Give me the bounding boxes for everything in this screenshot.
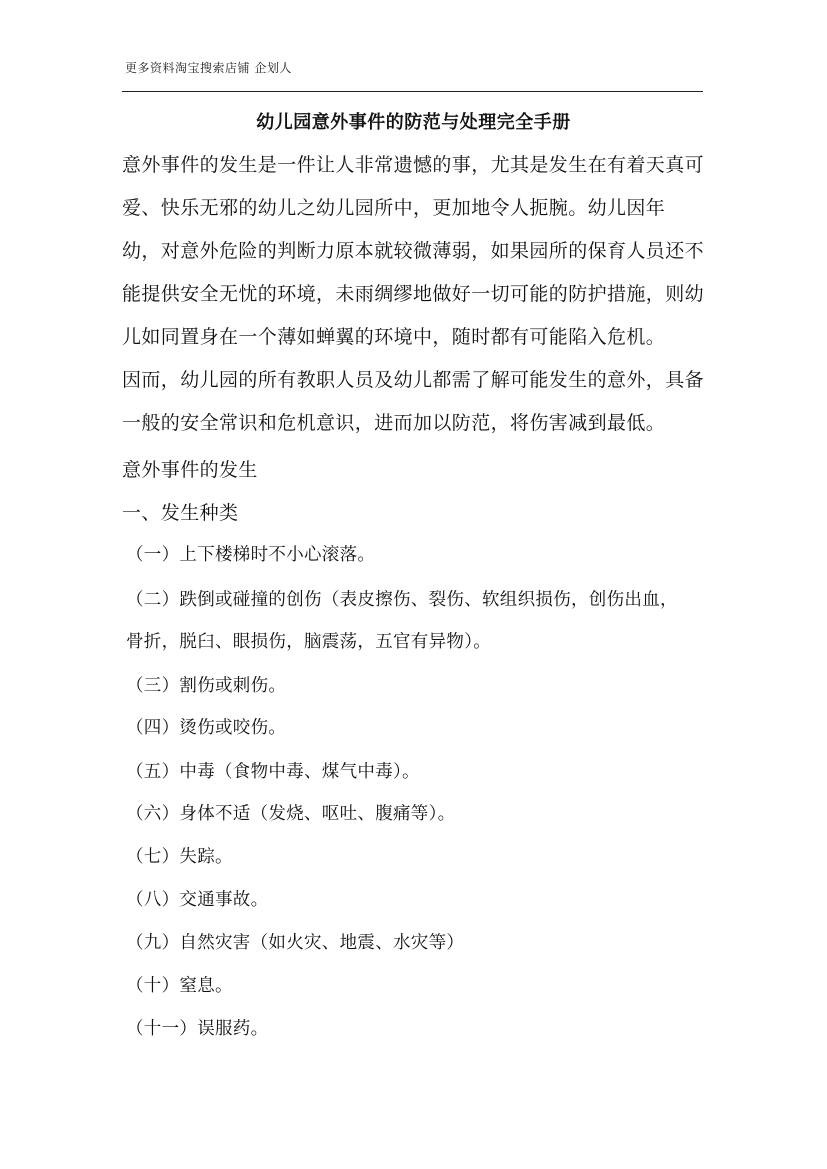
page-header: 更多资料淘宝搜索店铺 企划人 [125,61,292,75]
list-item: （九）自然灾害（如火灾、地震、水灾等） [126,933,465,953]
intro-line: 因而，幼儿园的所有教职人员及幼儿都需了解可能发生的意外，具备 [122,369,705,391]
list-item: （十）窒息。 [126,976,233,996]
list-item: （五）中毒（食物中毒、煤气中毒）。 [126,762,420,782]
list-item: （八）交通事故。 [126,890,269,910]
intro-line: 儿如同置身在一个薄如蝉翼的环境中，随时都有可能陷入危机。 [122,326,666,348]
intro-line: 爱、快乐无邪的幼儿之幼儿园所中，更加地令人扼腕。幼儿因年 [122,197,666,219]
subsection-heading: 一、发生种类 [122,502,239,524]
intro-line: 意外事件的发生是一件让人非常遗憾的事，尤其是发生在有着天真可 [122,154,705,176]
header-divider [122,91,703,92]
list-item: （七）失踪。 [126,847,233,867]
intro-line: 幼，对意外危险的判断力原本就较微薄弱，如果园所的保育人员还不 [122,240,705,262]
intro-line: 一般的安全常识和危机意识，进而加以防范，将伤害减到最低。 [122,412,666,434]
document-title: 幼儿园意外事件的防范与处理完全手册 [256,112,571,133]
list-item: （四）烫伤或咬伤。 [126,718,287,738]
list-item: （一）上下楼梯时不小心滚落。 [126,545,376,565]
list-item: 骨折，脱臼、眼损伤，脑震荡，五官有异物）。 [126,632,492,652]
list-item: （三）割伤或刺伤。 [126,676,287,696]
intro-paragraph [122,144,708,445]
list-item: （二）跌倒或碰撞的创伤（表皮擦伤、裂伤、软组织损伤，创伤出血， [126,590,678,610]
list-item: （六）身体不适（发烧、呕吐、腹痛等）。 [126,804,456,824]
section-heading: 意外事件的发生 [122,459,258,481]
list-item: （十一）误服药。 [126,1019,269,1039]
intro-line: 能提供安全无忧的环境，未雨绸缪地做好一切可能的防护措施，则幼 [122,283,705,305]
